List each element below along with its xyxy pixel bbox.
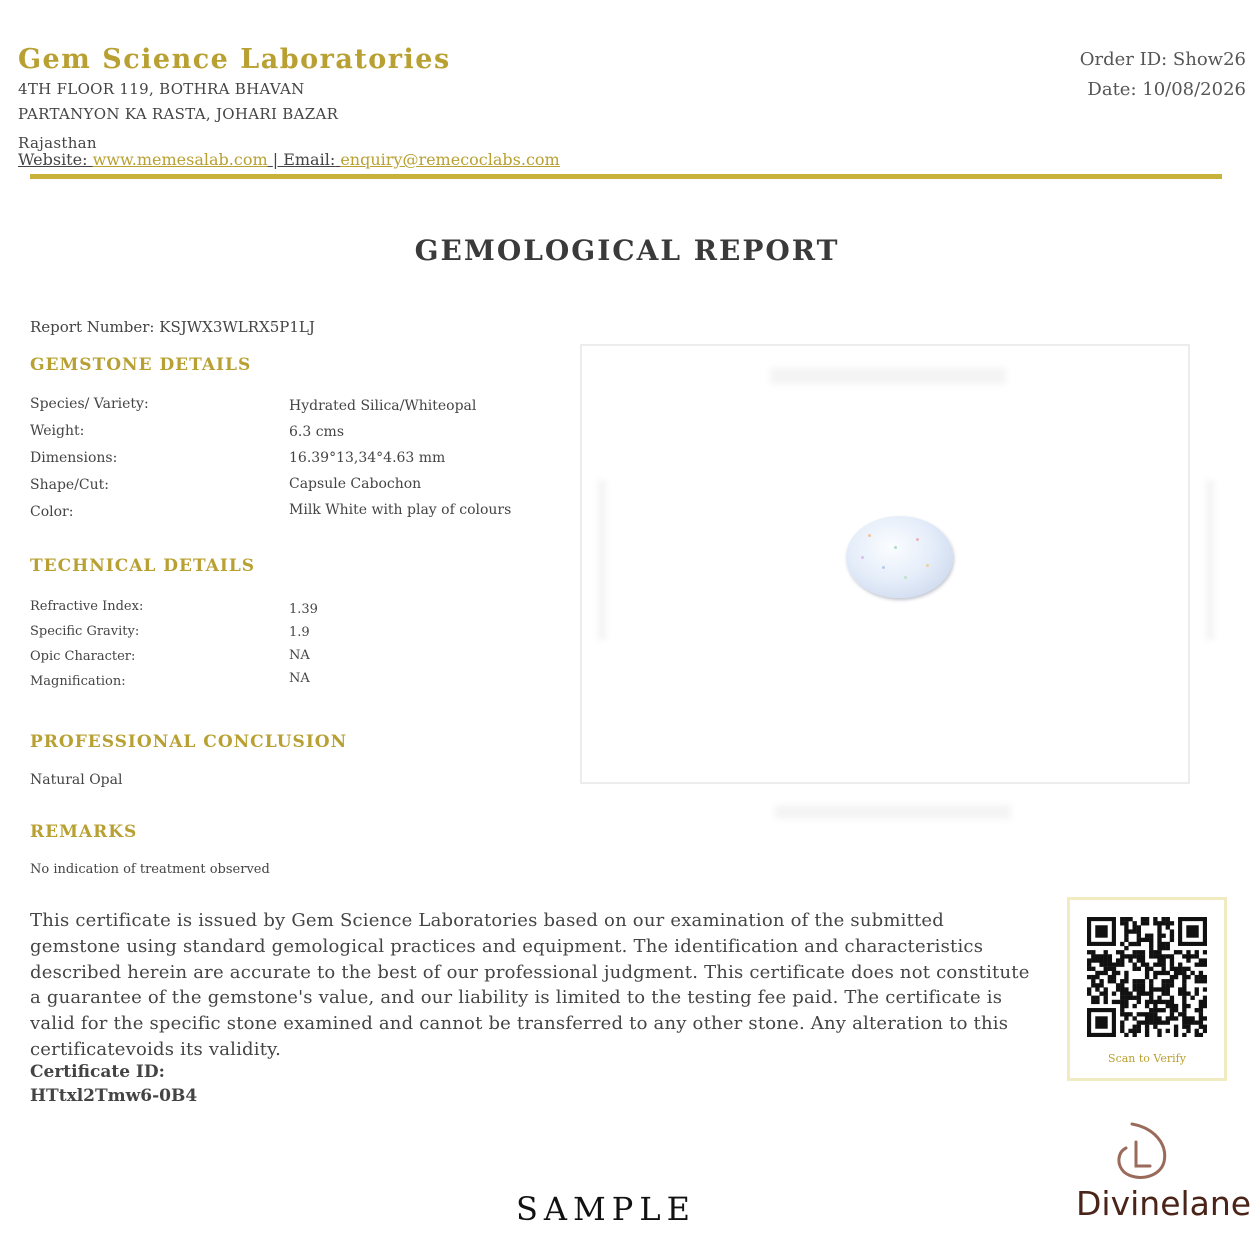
website-label: Website: [18,150,88,169]
remarks-text: No indication of treatment observed [30,862,270,877]
address-line-2: PARTANYON KA RASTA, JOHARI BAZAR [18,105,339,123]
refractive-index-label: Refractive Index: [30,599,144,614]
conclusion-heading: PROFESSIONAL CONCLUSION [30,732,348,752]
photo-ghost-right [1206,480,1214,640]
email-link[interactable]: enquiry@remecoclabs.com [340,150,560,169]
dimensions-value: 16.39°13,34°4.63 mm [289,450,446,466]
magnification-label: Magnification: [30,674,126,689]
photo-ghost-bottom [775,805,1011,819]
certificate-id-value: HTtxl2Tmw6-0B4 [30,1086,198,1106]
divinelane-logo-icon [1114,1120,1170,1184]
report-title: GEMOLOGICAL REPORT [414,234,840,267]
disclaimer-text: This certificate is issued by Gem Science Laboratories based on our examination of the submitted gemstone using standard gemological practices and equipment. The identification and characteristics described herein are accurate to the best of our professional judgment. This certificate does not constitute a guarantee of the gemstone's value, and our liability is limited to the testing fee paid. The certificate is valid for the specific stone examined and cannot be transferred to any other stone. Any alteration to this certificatevoids its validity. [30,910,1030,1060]
color-value: Milk White with play of colours [289,502,512,518]
qr-code[interactable] [1087,917,1207,1037]
report-number: Report Number: KSJWX3WLRX5P1LJ [30,318,315,336]
optic-character-value: NA [289,648,310,663]
shape-label: Shape/Cut: [30,477,109,493]
email-label: | Email: [272,150,336,169]
opal-gemstone-image [846,516,953,598]
color-label: Color: [30,504,74,520]
optic-character-label: Opic Character: [30,649,136,664]
photo-ghost-top [770,368,1006,384]
weight-label: Weight: [30,423,85,439]
order-id: Order ID: Show26 [1079,49,1246,70]
photo-ghost-left [598,480,606,640]
technical-details-heading: TECHNICAL DETAILS [30,556,256,576]
gemstone-details-heading: GEMSTONE DETAILS [30,355,252,375]
specific-gravity-value: 1.9 [289,625,310,640]
website-link[interactable]: www.memesalab.com [92,150,268,169]
species-label: Species/ Variety: [30,396,149,412]
address-line-1: 4TH FLOOR 119, BOTHRA BHAVAN [18,80,305,98]
brand-name: Divinelane [1076,1184,1252,1223]
remarks-heading: REMARKS [30,822,138,842]
dimensions-label: Dimensions: [30,450,118,466]
weight-value: 6.3 cms [289,424,345,440]
magnification-value: NA [289,671,310,686]
refractive-index-value: 1.39 [289,602,318,617]
contact-line [18,150,560,169]
header-divider [30,174,1222,179]
specific-gravity-label: Specific Gravity: [30,624,140,639]
species-value: Hydrated Silica/Whiteopal [289,398,477,414]
qr-code-panel[interactable] [1067,897,1227,1081]
conclusion-text: Natural Opal [30,772,123,788]
lab-name: Gem Science Laboratories [18,44,451,75]
shape-value: Capsule Cabochon [289,476,422,492]
scan-to-verify-caption: Scan to Verify [1108,1052,1186,1065]
address-line-3: Rajasthan [18,134,97,152]
report-date: Date: 10/08/2026 [1087,79,1246,100]
certificate-id-label: Certificate ID: [30,1062,165,1082]
sample-watermark: SAMPLE [516,1190,696,1228]
